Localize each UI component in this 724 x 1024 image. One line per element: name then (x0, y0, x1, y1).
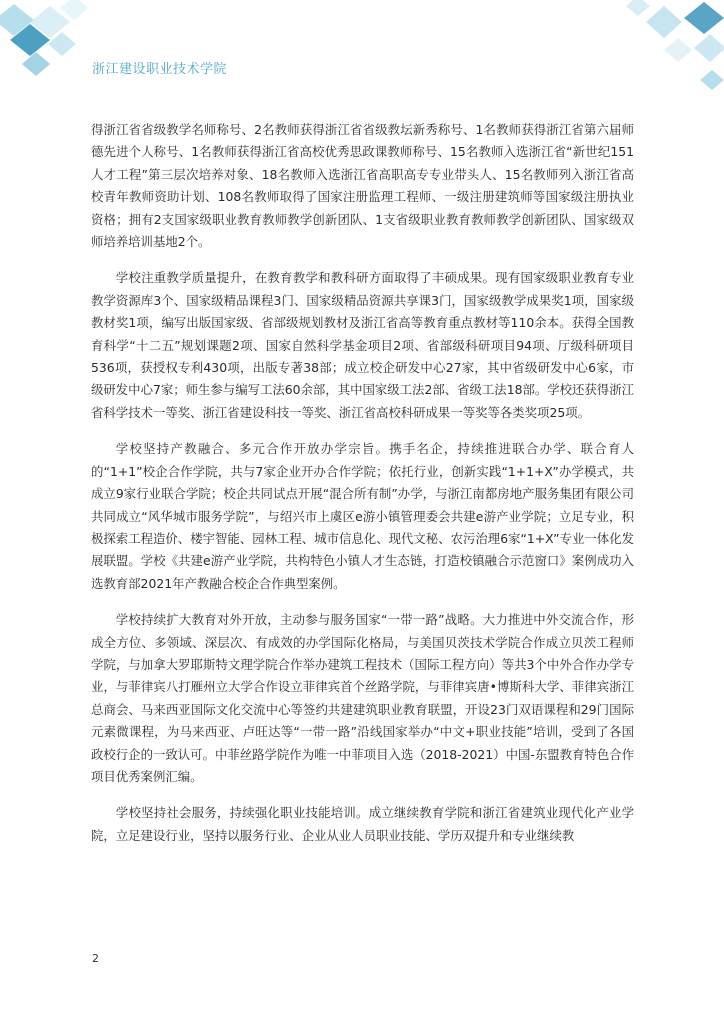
paragraph-teaching-research: 学校注重教学质量提升，在教育教学和教科研方面取得了丰硕成果。现有国家级职业教育专业教学资源库3个、国家级精品课程3门、国家级精品资源共享课3门，国家级教学成果奖1项，国家级教材奖1项，编写出版国家级、省部级规划教材及浙江省高等教育重点教材等110余本。获得全国教育科学“十二五”规划课题2项、国家自然科学基金项目2项、省部级科研项目94项、厅级科研项目536项，获授权专利430项，出版专著38部；成立校企研发中心27家，其中省级研发中心6家，市级研发中心7家；师生参与编写工法60余部，其中国家级工法2部、省级工法18部。学校还获得浙江省科学技术一等奖、浙江省建设科技一等奖、浙江省高校科研成果一等奖等各类奖项25项。 (91, 270, 634, 420)
article-body (91, 119, 634, 861)
paragraph-social-service: 学校坚持社会服务，持续强化职业技能培训。成立继续教育学院和浙江省建筑业现代化产业学院，立足建设行业，坚持以服务行业、企业从业人员职业技能、学历双提升和专业继续教 (91, 805, 634, 843)
paragraph-faculty-honors: 得浙江省省级教学名师称号、2名教师获得浙江省省级教坛新秀称号、1名教师获得浙江省第六届师德先进个人称号、1名教师获得浙江省高校优秀思政课教师称号、15名教师入选浙江省“新世纪151人才工程”第三层次培养对象、18名教师入选浙江省高职高专专业带头人、15名教师列入浙江省高校青年教师资助计划、108名教师取得了国家注册监理工程师、一级注册建筑师等国家级注册执业资格；拥有2支国家级职业教育教师教学创新团队、1支省级职业教育教师教学创新团队、国家级双师培养培训基地2个。 (91, 122, 634, 250)
left-diamond-pattern (0, 0, 88, 76)
page-number: 2 (92, 952, 99, 965)
paragraph-industry-integration: 学校坚持产教融合、多元合作开放办学宗旨。携手名企，持续推进联合办学、联合育人的“1+1”校企合作学院，共与7家企业开办合作学院；依托行业，创新实践“1+1+X”办学模式，共成立9家行业联合学院；校企共同试点开展“混合所有制”办学，与浙江南都房地产服务集团有限公司共同成立“风华城市服务学院”，与绍兴市上虞区e游小镇管理委会共建e游产业学院；立足专业，积极探索工程造价、楼宇智能、园林工程、城市信息化、现代文秘、农污治理6家“1+X”专业一体化发展联盟。学校《共建e游产业学院，共构特色小镇人才生态链，打造校镇融合示范窗口》案例成功入选教育部2021年产教融合校企合作典型案例。 (91, 441, 634, 591)
right-diamond-pattern (626, 0, 724, 90)
school-name-header: 浙江建设职业技术学院 (92, 62, 228, 77)
paragraph-international-cooperation: 学校持续扩大教育对外开放，主动参与服务国家“一带一路”战略。大力推进中外交流合作，形成全方位、多领域、深层次、有成效的办学国际化格局，与美国贝茨技术学院合作成立贝茨工程师学院，与加拿大罗耶斯特文理学院合作举办建筑工程技术（国际工程方向）等共3个中外合作办学专业，与菲律宾八打雁州立大学合作设立菲律宾首个丝路学院，与菲律宾唐•博斯科大学、菲律宾浙江总商会、马来西亚国际文化交流中心等签约共建建筑职业教育联盟，开设23门双语课程和29门国际元素微课程，为马来西亚、卢旺达等“一带一路”沿线国家举办“中文+职业技能”培训，受到了各国政校行企的一致认可。中菲丝路学院作为唯一中菲项目入选（2018-2021）中国-东盟教育特色合作项目优秀案例汇编。 (91, 612, 634, 784)
